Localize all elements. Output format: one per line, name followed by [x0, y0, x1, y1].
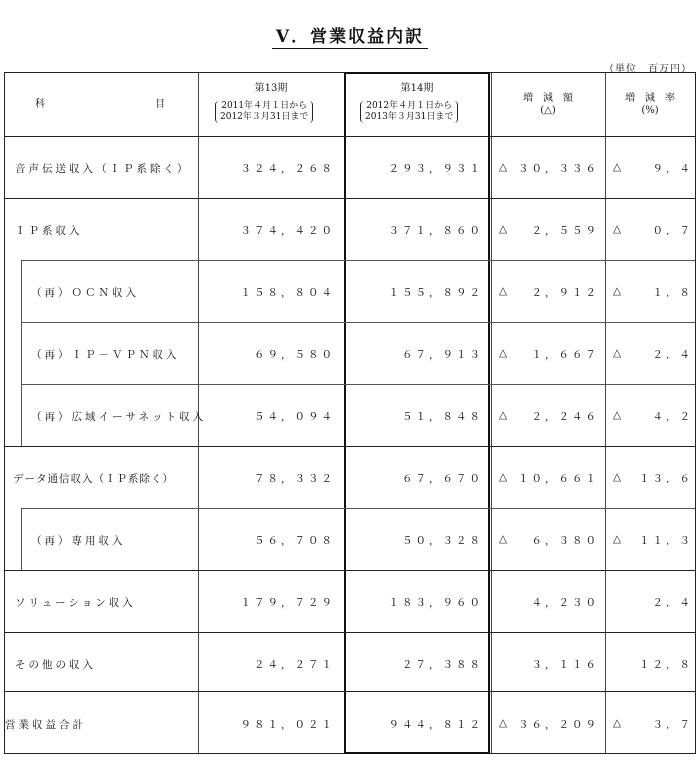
- row-label: その他の収入: [15, 659, 96, 671]
- header-rate-label: 増 減 率: [625, 93, 675, 104]
- row-label-total: 営業収益合計: [5, 719, 86, 731]
- change-negative-mark: △: [499, 161, 508, 173]
- cell-change: ２，５５９: [531, 225, 599, 237]
- row-label: 音声伝送収入（ＩＰ系除く）: [15, 163, 191, 175]
- period14-range-from: 2012年４月１日から: [366, 101, 453, 111]
- row-divider: [5, 570, 695, 571]
- row-label: （再）ＩＰ－ＶＰＮ収入: [31, 349, 180, 361]
- page-title-text: Ⅴ．営業収益内訳: [272, 27, 428, 49]
- period13-range-to: 2012年３月31日まで: [220, 112, 309, 122]
- cell-rate: １．８: [652, 287, 693, 299]
- cell-period14: １５５，８９２: [388, 287, 483, 299]
- cell-change: ４，２３０: [531, 597, 599, 609]
- change-negative-mark: △: [499, 285, 508, 297]
- rate-negative-mark: △: [613, 223, 622, 235]
- cell-period14: １８３，９６０: [388, 597, 483, 609]
- rate-negative-mark: △: [613, 471, 622, 483]
- cell-period13: ７８，３３２: [254, 473, 335, 485]
- cell-rate: ０．７: [652, 225, 693, 237]
- cell-rate: ２．４: [652, 349, 693, 361]
- rate-negative-mark: △: [613, 285, 622, 297]
- row-divider: [5, 691, 695, 692]
- header-rate-note: (%): [641, 105, 659, 116]
- row-divider: [5, 136, 695, 137]
- cell-rate: １２．８: [639, 659, 693, 671]
- cell-period13: ９８１，０２１: [240, 719, 335, 731]
- header-change-label: 増 減 額: [523, 93, 573, 104]
- header-rate: [605, 93, 695, 117]
- row-label: ＩＰ系収入: [15, 225, 83, 237]
- indent-line: [21, 508, 22, 570]
- rate-negative-mark: △: [613, 717, 622, 729]
- cell-change: ２，９１２: [531, 287, 599, 299]
- cell-rate: ３．７: [652, 719, 693, 731]
- cell-rate: ９．４: [652, 163, 693, 175]
- header-change: [491, 93, 605, 117]
- row-label: （再）専用収入: [31, 535, 126, 547]
- cell-period14: ２７，３８８: [402, 659, 483, 671]
- row-divider: [21, 508, 695, 509]
- change-negative-mark: △: [499, 533, 508, 545]
- row-label: ソリューション収入: [15, 597, 136, 609]
- cell-period14: ６７，６７０: [402, 473, 483, 485]
- header-period14: 第14期: [400, 83, 434, 94]
- change-negative-mark: △: [499, 223, 508, 235]
- cell-rate: ４．２: [652, 411, 693, 423]
- page-title: [0, 22, 700, 47]
- row-divider: [5, 198, 695, 199]
- cell-period14: ５０，３２８: [402, 535, 483, 547]
- cell-change: ３０，３３６: [518, 163, 599, 175]
- cell-change: ３６，２０９: [518, 719, 599, 731]
- header-subject-left: 科: [35, 99, 45, 110]
- rate-negative-mark: △: [613, 347, 622, 359]
- header-period13: 第13期: [254, 83, 288, 94]
- cell-period13: ５６，７０８: [254, 535, 335, 547]
- rate-negative-mark: △: [613, 161, 622, 173]
- cell-period13: ３７４，４２０: [240, 225, 335, 237]
- cell-change: ６，３８０: [531, 535, 599, 547]
- cell-change: ２，２４６: [531, 411, 599, 423]
- header-subject-right: 目: [155, 99, 165, 110]
- cell-change: １０，６６１: [518, 473, 599, 485]
- row-divider: [5, 446, 695, 447]
- cell-period13: ５４，０９４: [254, 411, 335, 423]
- cell-period13: ６９，５８０: [254, 349, 335, 361]
- cell-period13: １５８，８０４: [240, 287, 335, 299]
- cell-period13: １７９，７２９: [240, 597, 335, 609]
- cell-change: ３，１１６: [531, 659, 599, 671]
- row-divider: [21, 260, 695, 261]
- cell-rate: １１．３: [639, 535, 693, 547]
- period14-range-to: 2013年３月31日まで: [365, 112, 454, 122]
- row-divider: [5, 632, 695, 633]
- header-period13-range: [215, 101, 313, 123]
- rate-negative-mark: △: [613, 409, 622, 421]
- row-label: （再）ＯＣＮ収入: [31, 287, 139, 299]
- cell-period13: ２４，２７１: [254, 659, 335, 671]
- col-divider: [491, 73, 492, 753]
- revenue-table: [4, 72, 696, 754]
- cell-period14: ５１，８４８: [402, 411, 483, 423]
- cell-period13: ３２４，２６８: [240, 163, 335, 175]
- cell-period14: ３７１，８６０: [388, 225, 483, 237]
- col-divider: [605, 73, 606, 753]
- change-negative-mark: △: [499, 717, 508, 729]
- header-change-note: (△): [540, 105, 556, 116]
- cell-change: １，６６７: [531, 349, 599, 361]
- header-period14-range: [360, 101, 458, 123]
- cell-rate: ２．４: [652, 597, 693, 609]
- change-negative-mark: △: [499, 347, 508, 359]
- row-label: データ通信収入（ＩＰ系除く）: [13, 473, 174, 485]
- indent-line: [21, 260, 22, 446]
- cell-period14: ２９３，９３１: [388, 163, 483, 175]
- row-label: （再）広域イーサネット収入: [31, 411, 207, 423]
- cell-period14: ６７，９１３: [402, 349, 483, 361]
- cell-period14: ９４４，８１２: [388, 719, 483, 731]
- change-negative-mark: △: [499, 471, 508, 483]
- cell-rate: １３．６: [639, 473, 693, 485]
- rate-negative-mark: △: [613, 533, 622, 545]
- row-divider: [21, 322, 695, 323]
- row-divider: [21, 384, 695, 385]
- change-negative-mark: △: [499, 409, 508, 421]
- period13-range-from: 2011年４月１日から: [221, 101, 308, 111]
- unit-label: （単位 百万円）: [604, 64, 692, 75]
